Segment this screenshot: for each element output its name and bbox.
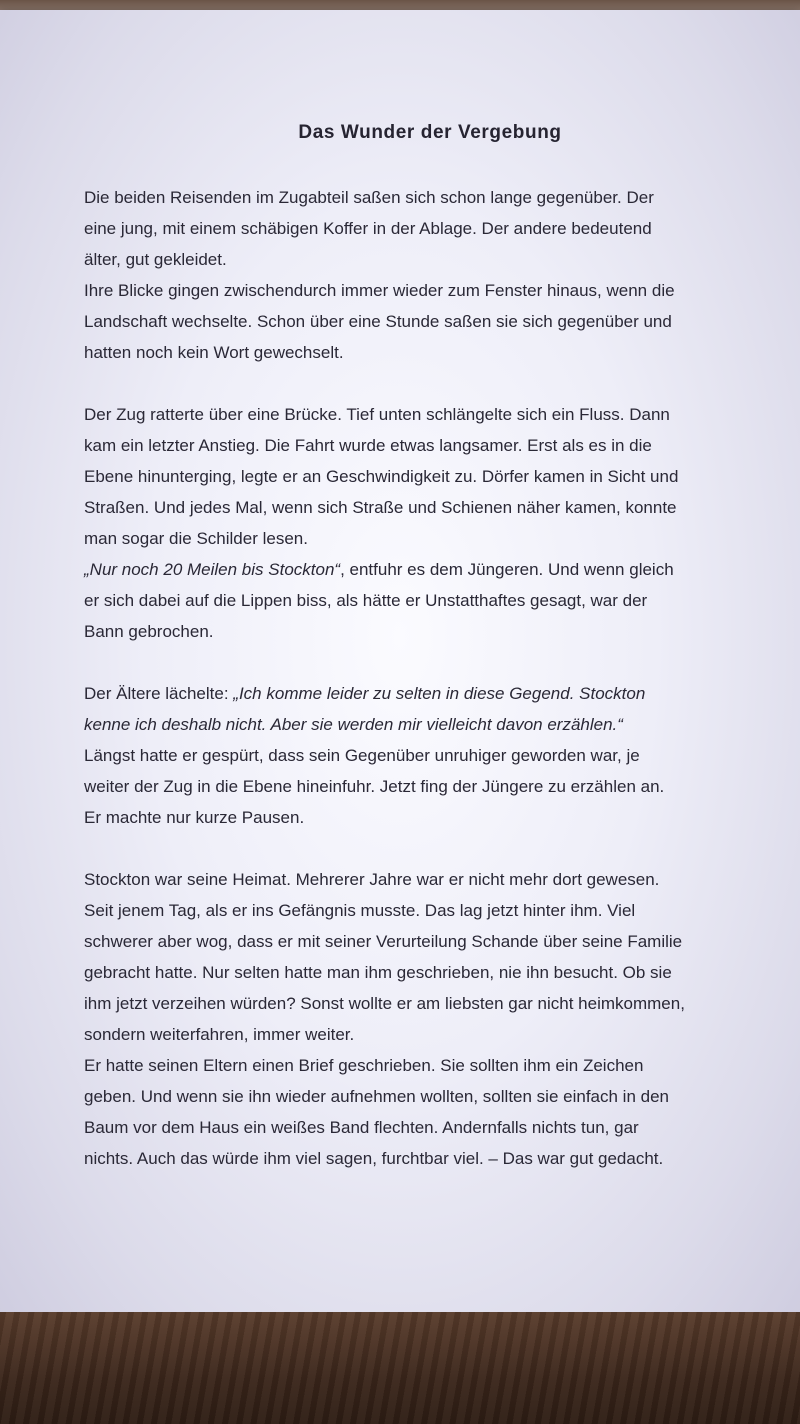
paper-sheet xyxy=(0,10,800,1316)
paragraph-2 xyxy=(84,399,764,647)
quoted-speech: „Ich komme leider zu selten in diese Gegend. Stockton xyxy=(233,684,646,703)
text-line: sondern weiterfahren, immer weiter. xyxy=(84,1025,355,1044)
text-run: Der Ältere lächelte: xyxy=(84,684,234,703)
quoted-speech: kenne ich deshalb nicht. Aber sie werden mir vielleicht davon erzählen.“ xyxy=(84,715,623,734)
text-line: Landschaft wechselte. Schon über eine Stunde saßen sie sich gegenüber und xyxy=(84,312,672,331)
text-run: , entfuhr es dem Jüngeren. Und wenn gleich xyxy=(340,560,674,579)
document-body xyxy=(84,182,764,1205)
text-line: älter, gut gekleidet. xyxy=(84,250,227,269)
text-line: Stockton war seine Heimat. Mehrerer Jahre war er nicht mehr dort gewesen. xyxy=(84,870,660,889)
text-line: er sich dabei auf die Lippen biss, als hätte er Unstatthaftes gesagt, war der xyxy=(84,591,648,610)
paragraph-1 xyxy=(84,182,764,368)
text-line: Bann gebrochen. xyxy=(84,622,214,641)
text-line: geben. Und wenn sie ihn wieder aufnehmen wollten, sollten sie einfach in den xyxy=(84,1087,669,1106)
text-line: weiter der Zug in die Ebene hineinfuhr. Jetzt fing der Jüngere zu erzählen an. xyxy=(84,777,665,796)
text-line: Er hatte seinen Eltern einen Brief geschrieben. Sie sollten ihm ein Zeichen xyxy=(84,1056,644,1075)
text-line: eine jung, mit einem schäbigen Koffer in der Ablage. Der andere bedeutend xyxy=(84,219,652,238)
text-line: Der Zug ratterte über eine Brücke. Tief unten schlängelte sich ein Fluss. Dann xyxy=(84,405,670,424)
text-line: Die beiden Reisenden im Zugabteil saßen sich schon lange gegenüber. Der xyxy=(84,188,654,207)
quoted-speech: „Nur noch 20 Meilen bis Stockton“ xyxy=(84,560,341,579)
wooden-table-surface xyxy=(0,1312,800,1424)
text-line: gebracht hatte. Nur selten hatte man ihm geschrieben, nie ihn besucht. Ob sie xyxy=(84,963,672,982)
paragraph-3 xyxy=(84,678,764,833)
paragraph-4 xyxy=(84,864,764,1174)
text-line: Baum vor dem Haus ein weißes Band flechten. Andernfalls nichts tun, gar xyxy=(84,1118,639,1137)
text-line xyxy=(84,554,764,585)
text-line: hatten noch kein Wort gewechselt. xyxy=(84,343,344,362)
text-line xyxy=(84,678,764,709)
text-line: Straßen. Und jedes Mal, wenn sich Straße und Schienen näher kamen, konnte xyxy=(84,498,677,517)
text-line xyxy=(84,709,764,740)
text-line: ihm jetzt verzeihen würden? Sonst wollte er am liebsten gar nicht heimkommen, xyxy=(84,994,685,1013)
text-line: nichts. Auch das würde ihm viel sagen, furchtbar viel. – Das war gut gedacht. xyxy=(84,1149,664,1168)
text-line: Ebene hinunterging, legte er an Geschwindigkeit zu. Dörfer kamen in Sicht und xyxy=(84,467,679,486)
text-line: kam ein letzter Anstieg. Die Fahrt wurde etwas langsamer. Erst als es in die xyxy=(84,436,652,455)
text-line: man sogar die Schilder lesen. xyxy=(84,529,308,548)
document-title: Das Wunder der Vergebung xyxy=(298,122,562,143)
text-line: Ihre Blicke gingen zwischendurch immer wieder zum Fenster hinaus, wenn die xyxy=(84,281,675,300)
text-line: Seit jenem Tag, als er ins Gefängnis musste. Das lag jetzt hinter ihm. Viel xyxy=(84,901,636,920)
text-line: Er machte nur kurze Pausen. xyxy=(84,808,305,827)
text-line: Längst hatte er gespürt, dass sein Gegenüber unruhiger geworden war, je xyxy=(84,746,640,765)
text-line: schwerer aber wog, dass er mit seiner Verurteilung Schande über seine Familie xyxy=(84,932,683,951)
